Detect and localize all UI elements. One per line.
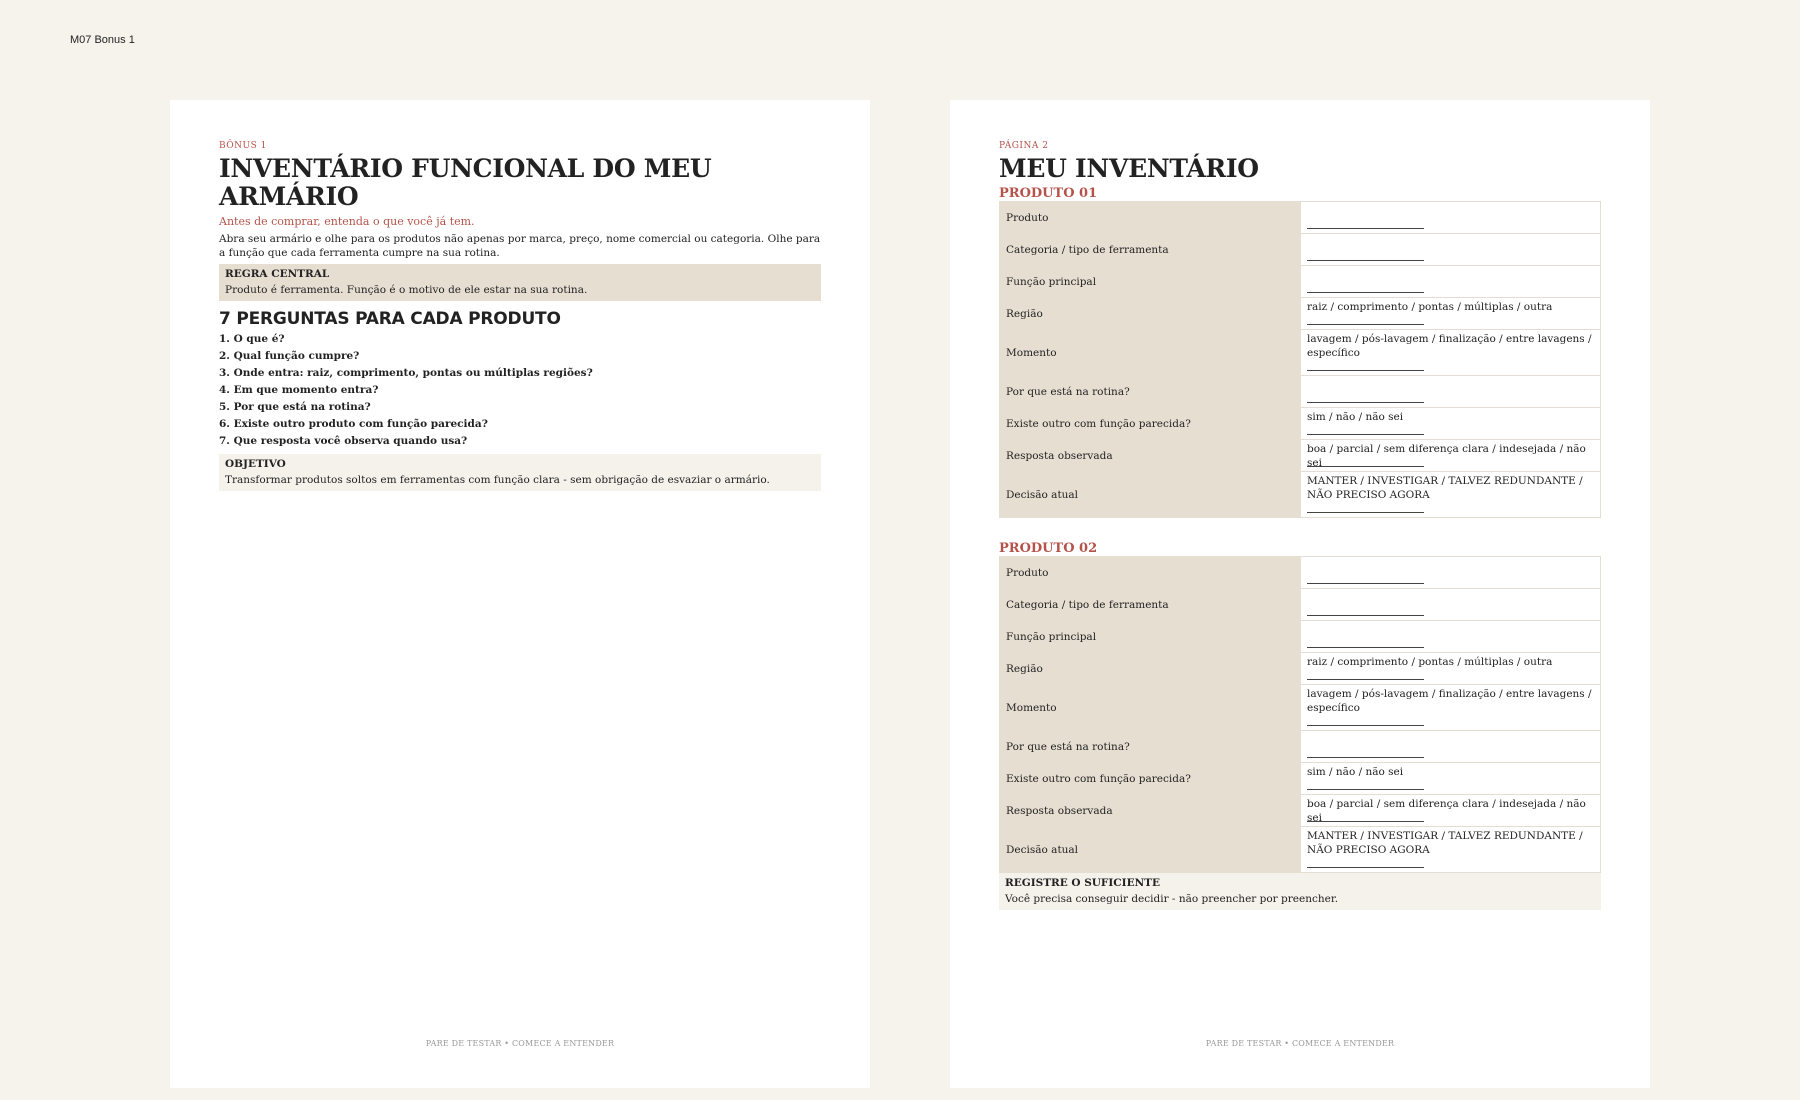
table-row (1000, 440, 1601, 472)
answer-field[interactable] (1301, 795, 1601, 827)
page-1-kicker: BÔNUS 1 (219, 141, 267, 151)
page-1 (170, 100, 870, 1088)
row-options: raiz / comprimento / pontas / múltiplas / outra (1307, 301, 1553, 313)
write-line (1307, 615, 1424, 616)
answer-field[interactable] (1301, 330, 1601, 376)
write-line (1307, 867, 1424, 868)
page-1-title: INVENTÁRIO FUNCIONAL DO MEU ARMÁRIO (219, 154, 712, 211)
answer-field[interactable] (1301, 557, 1601, 589)
question-item: 5. Por que está na rotina? (219, 401, 371, 413)
table-row (1000, 472, 1601, 518)
table-row (1000, 298, 1601, 330)
answer-field[interactable] (1301, 827, 1601, 873)
answer-field[interactable] (1301, 234, 1601, 266)
page-2-footer: PARE DE TESTAR • COMECE A ENTENDER (1205, 1039, 1395, 1048)
question-item: 7. Que resposta você observa quando usa? (219, 435, 468, 447)
row-label: Por que está na rotina? (1000, 376, 1301, 408)
question-item: 2. Qual função cumpre? (219, 350, 360, 362)
table-row (1000, 589, 1601, 621)
question-item: 4. Em que momento entra? (219, 384, 379, 396)
row-label: Região (1000, 653, 1301, 685)
questions-list (219, 331, 821, 450)
table-row (1000, 621, 1601, 653)
table-row (1000, 408, 1601, 440)
answer-field[interactable] (1301, 685, 1601, 731)
row-label: Função principal (1000, 621, 1301, 653)
page-1-footer: PARE DE TESTAR • COMECE A ENTENDER (425, 1039, 615, 1048)
table-row (1000, 234, 1601, 266)
product-01-table (999, 201, 1601, 518)
questions-title: 7 PERGUNTAS PARA CADA PRODUTO (219, 309, 561, 329)
row-label: Decisão atual (1000, 472, 1301, 518)
row-options: lavagem / pós-lavagem / finalização / entre lavagens / específico (1307, 688, 1592, 714)
note-text: Você precisa conseguir decidir - não preencher por preencher. (1005, 893, 1339, 905)
question-item: 6. Existe outro produto com função parecida? (219, 418, 488, 430)
table-row (1000, 795, 1601, 827)
row-label: Região (1000, 298, 1301, 330)
answer-field[interactable] (1301, 298, 1601, 330)
row-label: Resposta observada (1000, 795, 1301, 827)
answer-field[interactable] (1301, 376, 1601, 408)
table-row (1000, 685, 1601, 731)
table-row (1000, 330, 1601, 376)
objective-text: Transformar produtos soltos em ferramentas com função clara - sem obrigação de esvaziar o armário. (225, 474, 770, 486)
write-line (1307, 647, 1424, 648)
write-line (1307, 228, 1424, 229)
row-label: Momento (1000, 685, 1301, 731)
page-2-kicker: PÁGINA 2 (999, 141, 1049, 151)
answer-field[interactable] (1301, 731, 1601, 763)
row-label: Existe outro com função parecida? (1000, 763, 1301, 795)
row-label: Resposta observada (1000, 440, 1301, 472)
answer-field[interactable] (1301, 589, 1601, 621)
row-label: Momento (1000, 330, 1301, 376)
write-line (1307, 512, 1424, 513)
answer-field[interactable] (1301, 408, 1601, 440)
row-options: boa / parcial / sem diferença clara / indesejada / não sei (1307, 798, 1586, 824)
row-label: Produto (1000, 202, 1301, 234)
write-line (1307, 260, 1424, 261)
page-2-title: MEU INVENTÁRIO (999, 154, 1259, 183)
write-line (1307, 789, 1424, 790)
note-heading: REGISTRE O SUFICIENTE (1005, 877, 1160, 889)
table-row (1000, 202, 1601, 234)
write-line (1307, 757, 1424, 758)
row-label: Categoria / tipo de ferramenta (1000, 234, 1301, 266)
objective-heading: OBJETIVO (225, 458, 286, 470)
table-row (1000, 557, 1601, 589)
question-item: 1. O que é? (219, 333, 285, 345)
answer-field[interactable] (1301, 202, 1601, 234)
write-line (1307, 466, 1424, 467)
write-line (1307, 402, 1424, 403)
product-02-table (999, 556, 1601, 873)
row-label: Produto (1000, 557, 1301, 589)
row-options: lavagem / pós-lavagem / finalização / entre lavagens / específico (1307, 333, 1592, 359)
row-options: raiz / comprimento / pontas / múltiplas / outra (1307, 656, 1553, 668)
document-label: M07 Bonus 1 (70, 34, 135, 46)
answer-field[interactable] (1301, 653, 1601, 685)
page-1-subtitle: Antes de comprar, entenda o que você já tem. (219, 215, 475, 228)
answer-field[interactable] (1301, 266, 1601, 298)
answer-field[interactable] (1301, 472, 1601, 518)
row-options: MANTER / INVESTIGAR / TALVEZ REDUNDANTE / NÃO PRECISO AGORA (1307, 475, 1583, 501)
write-line (1307, 679, 1424, 680)
note-box (999, 873, 1601, 910)
row-options: boa / parcial / sem diferença clara / indesejada / não sei (1307, 443, 1586, 469)
table-row (1000, 827, 1601, 873)
table-row (1000, 653, 1601, 685)
table-row (1000, 376, 1601, 408)
question-item: 3. Onde entra: raiz, comprimento, pontas ou múltiplas regiões? (219, 367, 593, 379)
table-row (1000, 731, 1601, 763)
write-line (1307, 292, 1424, 293)
page-2 (950, 100, 1650, 1088)
write-line (1307, 324, 1424, 325)
row-label: Por que está na rotina? (1000, 731, 1301, 763)
page-1-content (219, 141, 821, 491)
objective-box (219, 454, 821, 491)
row-label: Decisão atual (1000, 827, 1301, 873)
row-options: sim / não / não sei (1307, 766, 1404, 778)
write-line (1307, 583, 1424, 584)
rule-heading: REGRA CENTRAL (225, 268, 330, 280)
page-1-intro: Abra seu armário e olhe para os produtos não apenas por marca, preço, nome comercial ou categoria. Olhe para a função que cada ferramenta cumpre na sua rotina. (219, 233, 821, 259)
answer-field[interactable] (1301, 763, 1601, 795)
answer-field[interactable] (1301, 621, 1601, 653)
rule-text: Produto é ferramenta. Função é o motivo de ele estar na sua rotina. (225, 284, 588, 296)
write-line (1307, 821, 1424, 822)
row-label: Existe outro com função parecida? (1000, 408, 1301, 440)
product-02-title: PRODUTO 02 (999, 541, 1098, 556)
row-label: Função principal (1000, 266, 1301, 298)
page-2-content (999, 141, 1601, 910)
table-row (1000, 763, 1601, 795)
rule-box (219, 264, 821, 301)
row-options: MANTER / INVESTIGAR / TALVEZ REDUNDANTE / NÃO PRECISO AGORA (1307, 830, 1583, 856)
write-line (1307, 370, 1424, 371)
row-options: sim / não / não sei (1307, 411, 1404, 423)
answer-field[interactable] (1301, 440, 1601, 472)
write-line (1307, 434, 1424, 435)
write-line (1307, 725, 1424, 726)
table-row (1000, 266, 1601, 298)
row-label: Categoria / tipo de ferramenta (1000, 589, 1301, 621)
product-01-title: PRODUTO 01 (999, 186, 1098, 201)
